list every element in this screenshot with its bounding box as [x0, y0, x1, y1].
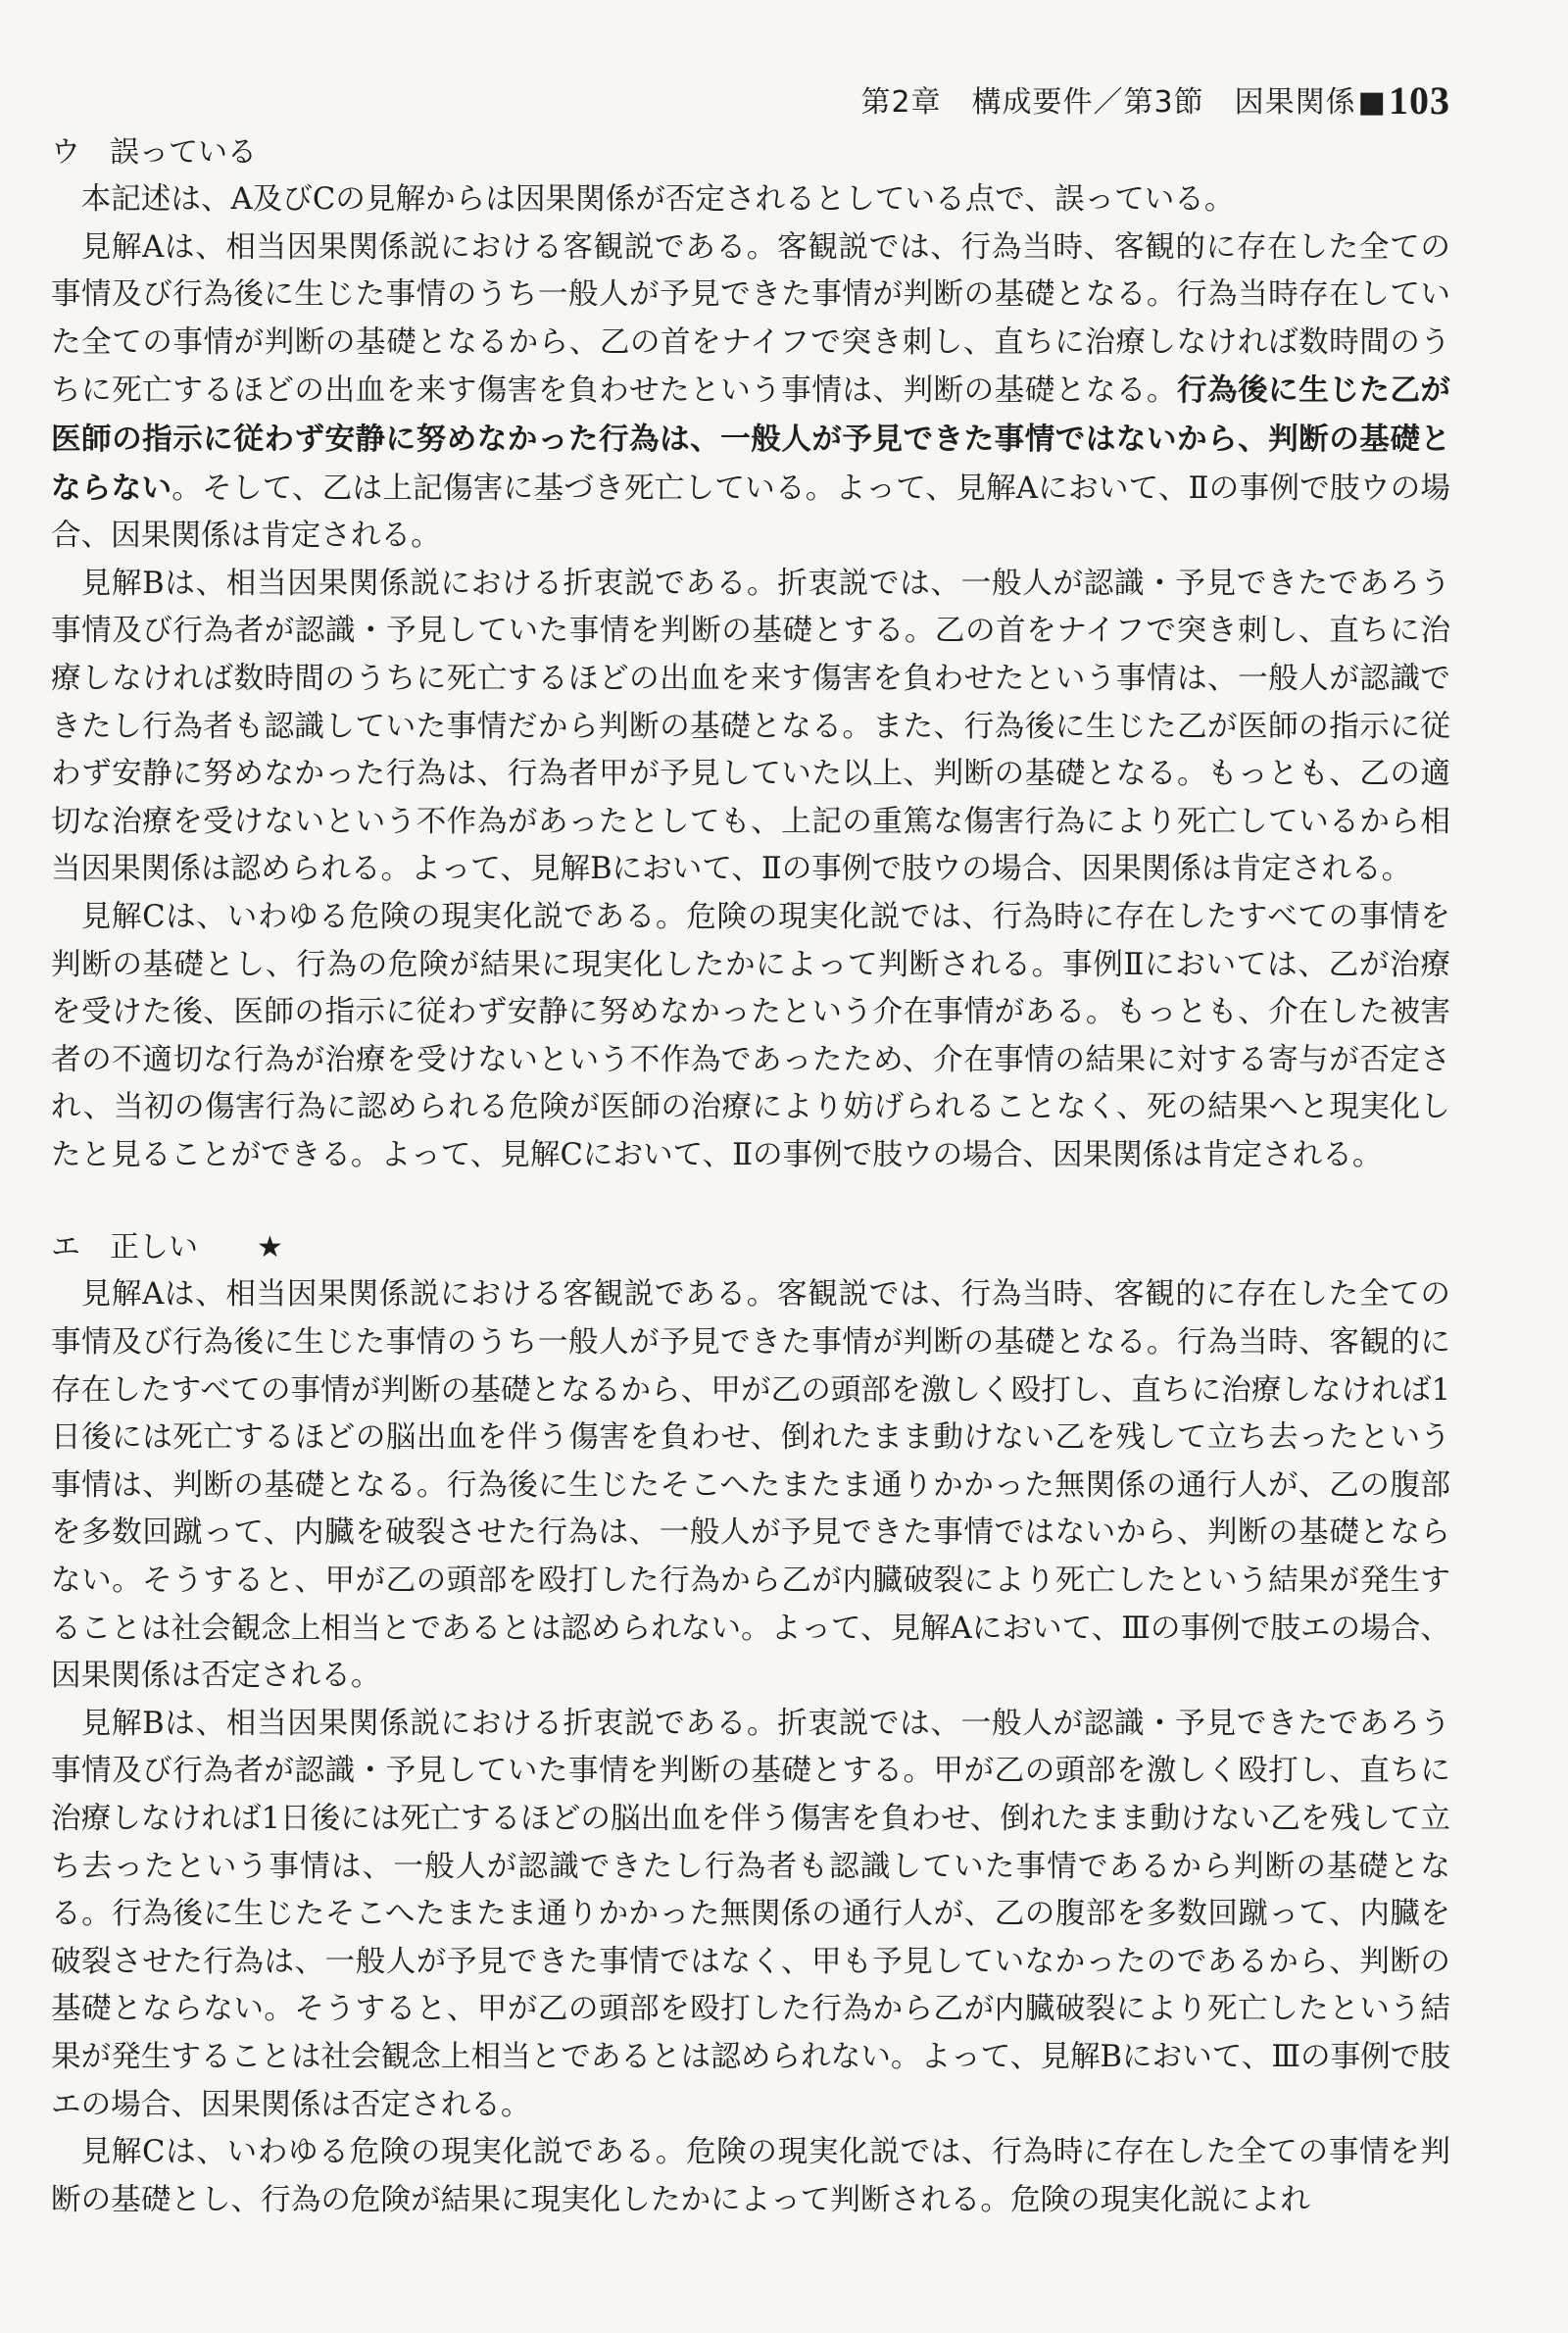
section-e: [51, 1224, 1450, 2224]
separator-square: ■: [1357, 85, 1387, 120]
star-icon: ★: [257, 1230, 283, 1266]
page-number: 103: [1389, 78, 1450, 123]
paragraph: 見解Aは、相当因果関係説における客観説である。客観説では、行為当時、客観的に存在した全ての事情及び行為後に生じた事情のうち一般人が予見できた事情が判断の基礎となる。行為当時存在していた全ての事情が判断の基礎となるから、乙の首をナイフで突き刺し、直ちに治療しなければ数時間のうちに死亡するほどの出血を来す傷害を負わせたという事情は、判断の基礎となる。行為後に生じた乙が医師の指示に従わず安静に努めなかった行為は、一般人が予見できた事情ではないから、判断の基礎とならない。そして、乙は上記傷害に基づき死亡している。よって、見解Aにおいて、Ⅱの事例で肢ウの場合、因果関係は肯定される。: [51, 229, 1451, 554]
paragraph: 見解Bは、相当因果関係説における折衷説である。折衷説では、一般人が認識・予見できたであろう事情及び行為者が認識・予見していた事情を判断の基礎とする。乙の首をナイフで突き刺し、直ちに治療しなければ数時間のうちに死亡するほどの出血を来す傷害を負わせたという事情は、一般人が認識できたし行為者も認識していた事情だから判断の基礎となる。また、行為後に生じた乙が医師の指示に従わず安静に努めなかった行為は、行為者甲が予見していた以上、判断の基礎となる。もっとも、乙の適切な治療を受けないという不作為があったとしても、上記の重篤な傷害行為により死亡しているから相当因果関係は認められる。よって、見解Bにおいて、Ⅱの事例で肢ウの場合、因果関係は肯定される。: [51, 566, 1450, 887]
paragraph: 見解Aは、相当因果関係説における客観説である。客観説では、行為当時、客観的に存在した全ての事情及び行為後に生じた事情のうち一般人が予見できた事情が判断の基礎となる。行為当時、客観的に存在したすべての事情が判断の基礎となるから、甲が乙の頭部を激しく殴打し、直ちに治療しなければ1日後には死亡するほどの脳出血を伴う傷害を負わせ、倒れたまま動けない乙を残して立ち去ったという事情は、判断の基礎となる。行為後に生じたそこへたまたま通りかかった無関係の通行人が、乙の腹部を多数回蹴って、内臓を破裂させた行為は、一般人が予見できた事情ではないから、判断の基礎とならない。そうすると、甲が乙の頭部を殴打した行為から乙が内臓破裂により死亡したという結果が発生することは社会観念上相当とであるとは認められない。よって、見解Aにおいて、Ⅲの事例で肢エの場合、因果関係は否定される。: [51, 1277, 1450, 1694]
paragraph: 見解Cは、いわゆる危険の現実化説である。危険の現実化説では、行為時に存在したすべての事情を判断の基礎とし、行為の危険が結果に現実化したかによって判断される。事例Ⅱにおいては、乙が治療を受けた後、医師の指示に従わず安静に努めなかったという介在事情がある。もっとも、介在した被害者の不適切な行為が治療を受けないという不作為であったため、介在事情の結果に対する寄与が否定され、当初の傷害行為に認められる危険が医師の治療により妨げられることなく、死の結果へと現実化したと見ることができる。よって、見解Cにおいて、Ⅱの事例で肢ウの場合、因果関係は肯定される。: [51, 899, 1450, 1172]
paragraph: 本記述は、A及びCの見解からは因果関係が否定されるとしている点で、誤っている。: [80, 182, 1235, 217]
paragraph: 見解Cは、いわゆる危険の現実化説である。危険の現実化説では、行為時に存在した全ての事情を判断の基礎とし、行為の危険が結果に現実化したかによって判断される。危険の現実化説によれ: [51, 2135, 1450, 2217]
running-header: [51, 78, 1450, 129]
section-heading: エ 正しい ★: [51, 1230, 283, 1266]
section-u: [51, 129, 1450, 1179]
bold-emphasis: 行為後に生じた乙が医師の指示に従わず安静に努めなかった行為は、一般人が予見できた事情ではないから、判断の基礎とならない: [51, 372, 1451, 506]
chapter-title: 第2章 構成要件／第3節 因果関係: [860, 85, 1356, 120]
section-heading: ウ 誤っている: [51, 135, 257, 170]
paragraph: 見解Bは、相当因果関係説における折衷説である。折衷説では、一般人が認識・予見できたであろう事情及び行為者が認識・予見していた事情を判断の基礎とする。甲が乙の頭部を激しく殴打し、直ちに治療しなければ1日後には死亡するほどの脳出血を伴う傷害を負わせ、倒れたまま動けない乙を残して立ち去ったという事情は、一般人が認識できたし行為者も認識していた事情であるから判断の基礎となる。行為後に生じたそこへたまたま通りかかった無関係の通行人が、乙の腹部を多数回蹴って、内臓を破裂させた行為は、一般人が予見できた事情ではなく、甲も予見していなかったのであるから、判断の基礎とならない。そうすると、甲が乙の頭部を殴打した行為から乙が内臓破裂により死亡したという結果が発生することは社会観念上相当とであるとは認められない。よって、見解Bにおいて、Ⅲの事例で肢エの場合、因果関係は否定される。: [51, 1706, 1450, 2122]
